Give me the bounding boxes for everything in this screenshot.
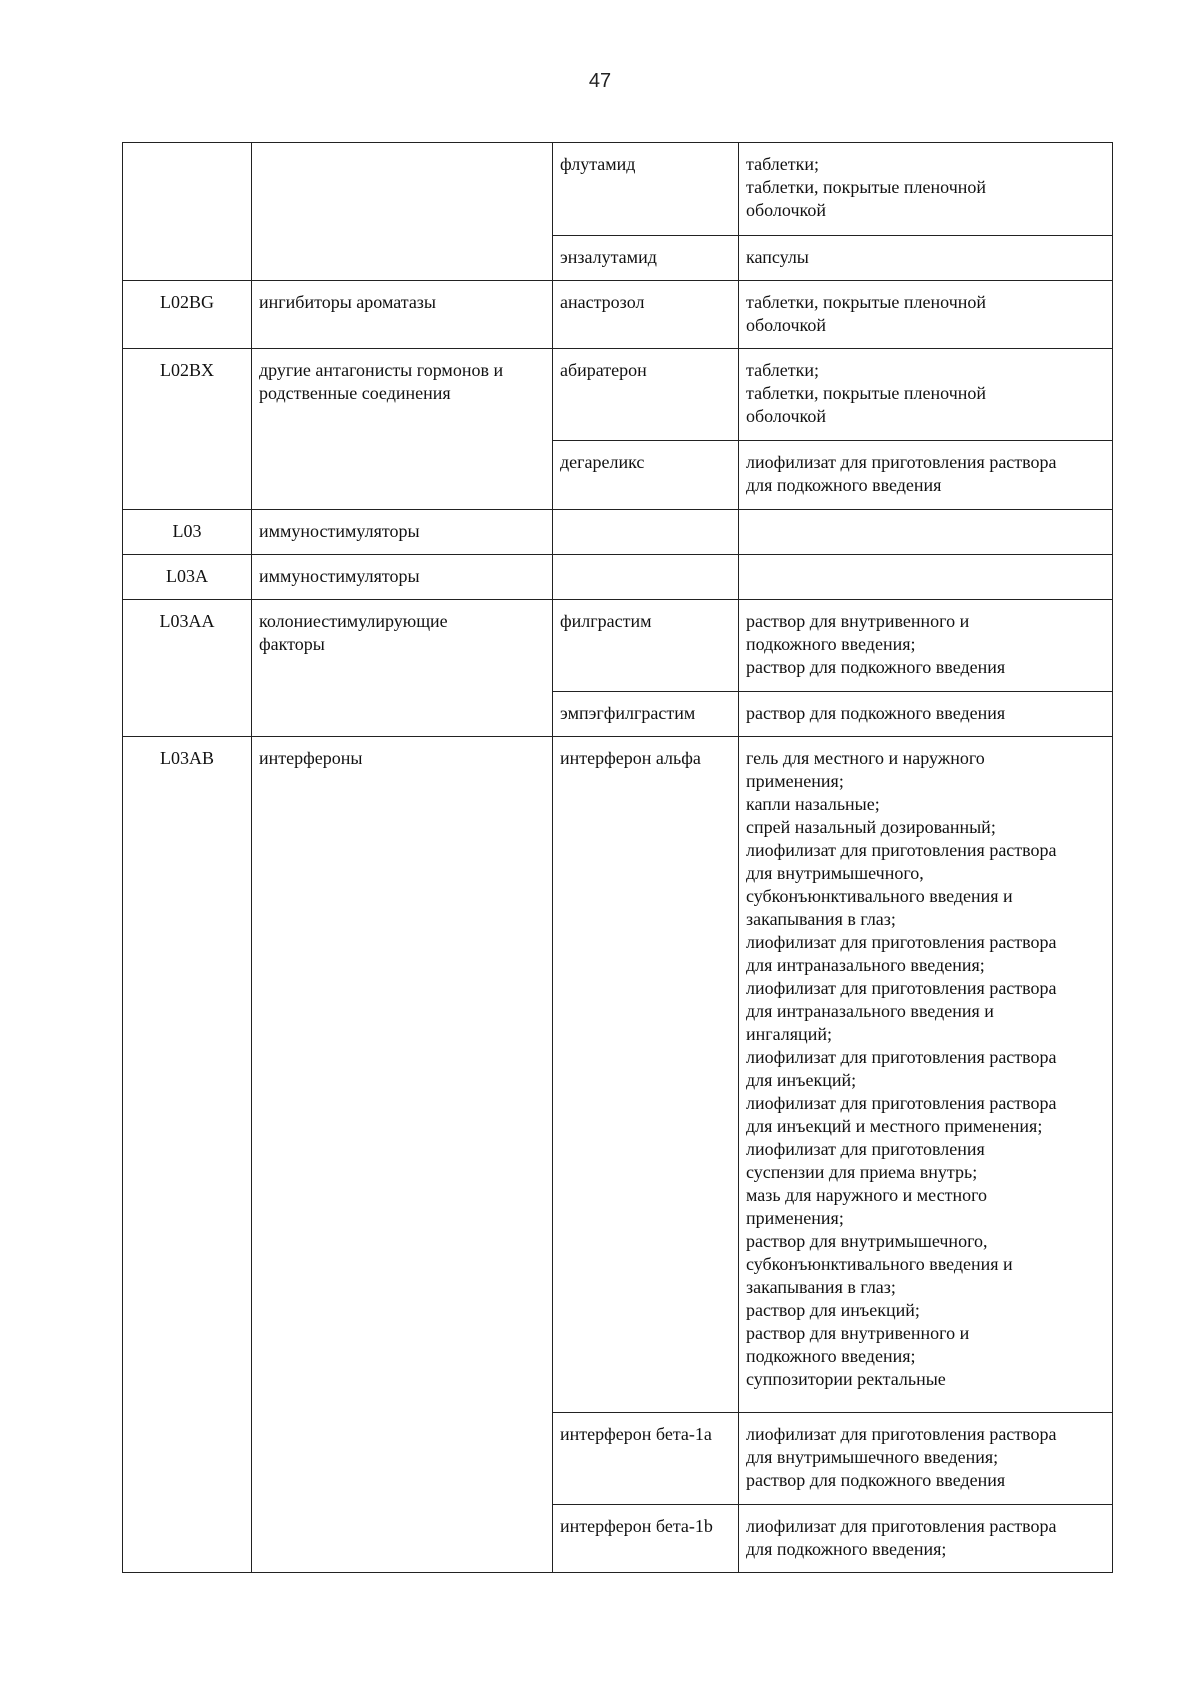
dosage-form-cell: капсулы: [739, 236, 1113, 281]
table-row: [123, 737, 1113, 1413]
table-row: [123, 349, 1113, 441]
drug-name-cell: интерферон бета-1b: [553, 1505, 739, 1573]
drug-name-cell: абиратерон: [553, 349, 739, 441]
atc-code-cell: L03: [123, 510, 252, 555]
table-row: [123, 510, 1113, 555]
drug-name-cell: анастрозол: [553, 281, 739, 349]
drug-name-cell: дегареликс: [553, 441, 739, 510]
drug-name-cell: филграстим: [553, 600, 739, 692]
atc-group-cell: [252, 143, 553, 281]
dosage-form-cell: [739, 510, 1113, 555]
drug-name-cell: флутамид: [553, 143, 739, 236]
atc-group-cell: иммуностимуляторы: [252, 510, 553, 555]
atc-code-cell: L03AB: [123, 737, 252, 1573]
drug-name-cell: [553, 555, 739, 600]
atc-group-cell: интерфероны: [252, 737, 553, 1573]
table-row: [123, 600, 1113, 692]
dosage-form-cell: лиофилизат для приготовления раствора для подкожного введения: [739, 441, 1113, 510]
dosage-form-cell: лиофилизат для приготовления раствора для внутримышечного введения; раствор для подкожного введения: [739, 1413, 1113, 1505]
dosage-form-cell: таблетки; таблетки, покрытые пленочной оболочкой: [739, 349, 1113, 441]
atc-code-cell: L03A: [123, 555, 252, 600]
dosage-form-cell: таблетки; таблетки, покрытые пленочной оболочкой: [739, 143, 1113, 236]
dosage-form-cell: [739, 555, 1113, 600]
drug-name-cell: интерферон альфа: [553, 737, 739, 1413]
dosage-form-cell: лиофилизат для приготовления раствора для подкожного введения;: [739, 1505, 1113, 1573]
dosage-form-cell: раствор для подкожного введения: [739, 692, 1113, 737]
drug-name-cell: интерферон бета-1a: [553, 1413, 739, 1505]
atc-code-cell: L02BG: [123, 281, 252, 349]
atc-group-cell: другие антагонисты гормонов и родственные соединения: [252, 349, 553, 510]
table-row: [123, 143, 1113, 236]
atc-code-cell: L02BX: [123, 349, 252, 510]
dosage-form-cell: таблетки, покрытые пленочной оболочкой: [739, 281, 1113, 349]
drug-name-cell: [553, 510, 739, 555]
table-row: [123, 555, 1113, 600]
atc-group-cell: иммуностимуляторы: [252, 555, 553, 600]
atc-code-cell: [123, 143, 252, 281]
table-row: [123, 281, 1113, 349]
atc-code-cell: L03AA: [123, 600, 252, 737]
drug-name-cell: эмпэгфилграстим: [553, 692, 739, 737]
atc-group-cell: колониестимулирующие факторы: [252, 600, 553, 737]
dosage-form-cell: раствор для внутривенного и подкожного введения; раствор для подкожного введения: [739, 600, 1113, 692]
drug-table: [122, 142, 1113, 1573]
drug-name-cell: энзалутамид: [553, 236, 739, 281]
page-number: 47: [588, 70, 612, 92]
atc-group-cell: ингибиторы ароматазы: [252, 281, 553, 349]
dosage-form-cell: гель для местного и наружного применения; капли назальные; спрей назальный дозированный; лиофилизат для приготовления раствора для внутримышечного, субконъюнктивального введения и закапывания в глаз; лиофилизат для приготовления раствора для интраназального введения; лиофилизат для приготовления раствора для интраназального введения и ингаляций; лиофилизат для приготовления раствора для инъекций; лиофилизат для приготовления раствора для инъекций и местного применения; лиофилизат для приготовления суспензии для приема внутрь; мазь для наружного и местного применения; раствор для внутримышечного, субконъюнктивального введения и закапывания в глаз; раствор для инъекций; раствор для внутривенного и подкожного введения; суппозитории ректальные: [739, 737, 1113, 1413]
